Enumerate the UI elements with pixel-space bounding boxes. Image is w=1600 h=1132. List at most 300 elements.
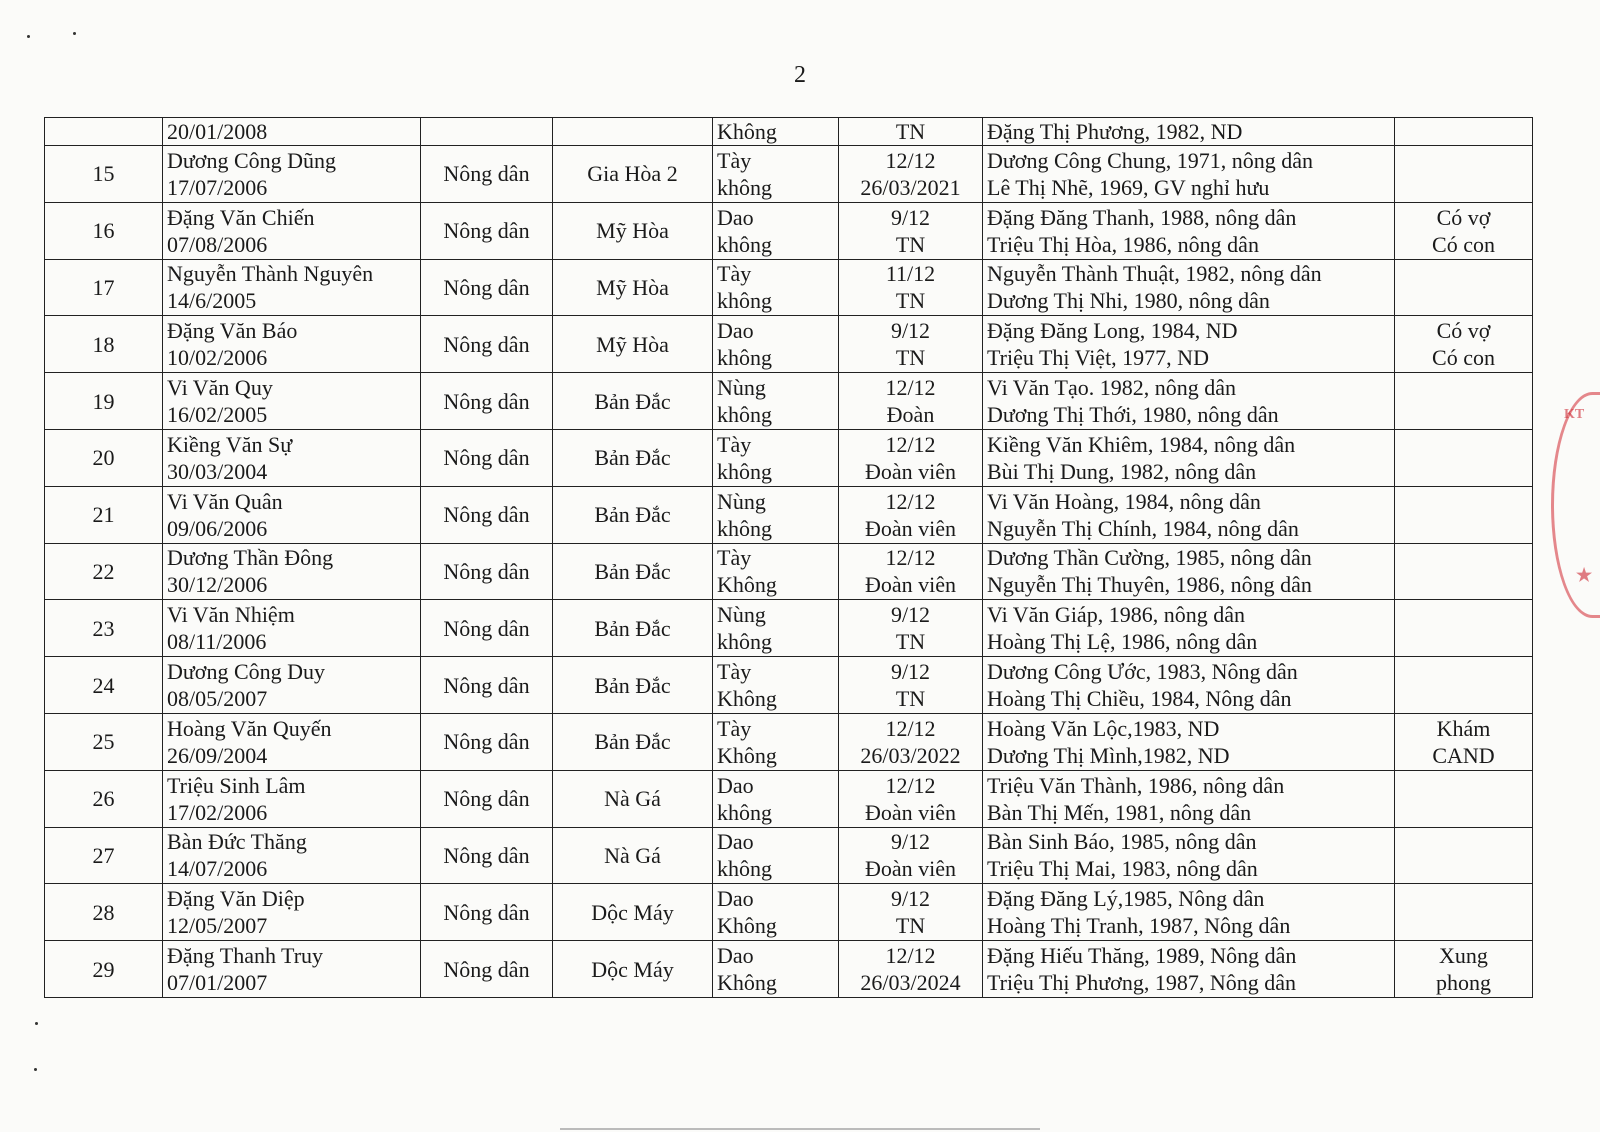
ethnicity-religion-cell	[713, 259, 839, 316]
cell-union: 26/03/2022	[860, 742, 961, 768]
cell-ethnicity: Tày	[717, 147, 752, 173]
table-row	[45, 202, 1533, 259]
village-cell	[553, 827, 713, 884]
row-number-cell	[45, 202, 163, 259]
cell-union: 26/03/2021	[860, 174, 961, 200]
table-row	[45, 657, 1533, 714]
cell-village: Dộc Máy	[591, 899, 674, 925]
occupation-cell	[421, 543, 553, 600]
table-row	[45, 316, 1533, 373]
village-cell	[553, 373, 713, 430]
parents-cell	[983, 941, 1395, 998]
education-union-cell	[839, 827, 983, 884]
cell-dob: 20/01/2008	[167, 118, 268, 144]
cell-dob: 30/12/2006	[167, 572, 268, 598]
cell-ethnicity: Tày	[717, 431, 752, 457]
education-union-cell	[839, 316, 983, 373]
occupation-cell	[421, 118, 553, 146]
cell-union: 26/03/2024	[860, 970, 961, 996]
cell-edu: 9/12	[890, 659, 931, 685]
occupation-cell	[421, 827, 553, 884]
cell-name: Vi Văn Nhiệm	[167, 602, 295, 628]
cell-edu: 9/12	[890, 318, 931, 344]
cell-religion: Không	[717, 970, 777, 996]
cell-edu: 12/12	[885, 488, 936, 514]
cell-job: Nông dân	[443, 161, 530, 187]
name-dob-cell	[163, 486, 421, 543]
cell-no: 28	[92, 899, 115, 925]
cell-name: Triệu Sinh Lâm	[167, 772, 306, 798]
row-number-cell	[45, 827, 163, 884]
note-cell	[1395, 429, 1533, 486]
cell-mother: Triệu Thị Mai, 1983, nông dân	[987, 856, 1258, 882]
name-dob-cell	[163, 770, 421, 827]
name-dob-cell	[163, 259, 421, 316]
cell-mother: Lê Thị Nhẽ, 1969, GV nghỉ hưu	[987, 174, 1270, 200]
cell-note1: Có vợ	[1436, 318, 1491, 344]
parents-cell	[983, 316, 1395, 373]
cell-name: Hoàng Văn Quyến	[167, 715, 332, 741]
cell-ethnicity: Dao	[717, 772, 754, 798]
row-number-cell	[45, 941, 163, 998]
cell-mother: Nguyễn Thị Chính, 1984, nông dân	[987, 515, 1299, 541]
ethnicity-religion-cell	[713, 713, 839, 770]
occupation-cell	[421, 713, 553, 770]
cell-job: Nông dân	[443, 786, 530, 812]
ethnicity-religion-cell	[713, 316, 839, 373]
cell-union: Đoàn viên	[864, 856, 957, 882]
name-dob-cell	[163, 941, 421, 998]
cell-edu: 12/12	[885, 147, 936, 173]
cell-mother: Dương Thị Mình,1982, ND	[987, 742, 1230, 768]
note-cell	[1395, 713, 1533, 770]
parents-cell	[983, 884, 1395, 941]
cell-ethnicity: Nùng	[717, 488, 766, 514]
cell-village: Nà Gá	[604, 842, 661, 868]
cell-job: Nông dân	[443, 331, 530, 357]
name-dob-cell	[163, 600, 421, 657]
cell-village: Nà Gá	[604, 786, 661, 812]
cell-edu: 9/12	[890, 602, 931, 628]
cell-job: Nông dân	[443, 445, 530, 471]
cell-name: Kiềng Văn Sự	[167, 431, 293, 457]
row-number-cell	[45, 713, 163, 770]
cell-religion: không	[717, 174, 772, 200]
education-union-cell	[839, 600, 983, 657]
cell-note2: Có con	[1432, 231, 1495, 257]
note-cell	[1395, 316, 1533, 373]
education-union-cell	[839, 770, 983, 827]
cell-name: Dương Công Duy	[167, 659, 326, 685]
cell-no: 19	[92, 388, 115, 414]
cell-village: Bản Đắc	[594, 558, 671, 584]
cell-father: Nguyễn Thành Thuật, 1982, nông dân	[987, 261, 1322, 287]
name-dob-cell	[163, 118, 421, 146]
ethnicity-religion-cell	[713, 373, 839, 430]
row-number-cell	[45, 543, 163, 600]
education-union-cell	[839, 543, 983, 600]
cell-mother: Dương Thị Nhi, 1980, nông dân	[987, 288, 1270, 314]
education-union-cell	[839, 486, 983, 543]
ethnicity-religion-cell	[713, 486, 839, 543]
cell-ethnicity: Tày	[717, 659, 752, 685]
table-row	[45, 543, 1533, 600]
cell-religion: Không	[717, 572, 777, 598]
cell-religion: không	[717, 231, 772, 257]
scan-speck	[35, 1022, 38, 1025]
cell-ethnicity: Tày	[717, 545, 752, 571]
cell-no: 26	[92, 786, 115, 812]
cell-mother: Hoàng Thị Lệ, 1986, nông dân	[987, 629, 1258, 655]
cell-union: Đoàn	[886, 402, 935, 428]
parents-cell	[983, 770, 1395, 827]
cell-job: Nông dân	[443, 558, 530, 584]
table-row	[45, 600, 1533, 657]
name-dob-cell	[163, 657, 421, 714]
table-row	[45, 373, 1533, 430]
table-row	[45, 713, 1533, 770]
cell-name: Dương Thần Đông	[167, 545, 334, 571]
village-cell	[553, 146, 713, 203]
parents-cell	[983, 713, 1395, 770]
cell-village: Bản Đắc	[594, 615, 671, 641]
cell-mother: Triệu Thị Phương, 1987, Nông dân	[987, 970, 1296, 996]
scan-speck	[27, 35, 30, 38]
cell-no: 16	[92, 218, 115, 244]
cell-religion: không	[717, 856, 772, 882]
table-row	[45, 486, 1533, 543]
education-union-cell	[839, 202, 983, 259]
cell-dob: 17/02/2006	[167, 799, 268, 825]
note-cell	[1395, 941, 1533, 998]
village-cell	[553, 600, 713, 657]
cell-village: Mỹ Hòa	[596, 331, 669, 357]
cell-ethnicity: Nùng	[717, 375, 766, 401]
cell-village: Bản Đắc	[594, 445, 671, 471]
occupation-cell	[421, 316, 553, 373]
cell-religion: không	[717, 515, 772, 541]
cell-job: Nông dân	[443, 672, 530, 698]
ethnicity-religion-cell	[713, 770, 839, 827]
cell-mother: Hoàng Thị Tranh, 1987, Nông dân	[987, 913, 1291, 939]
cell-ethnicity: Tày	[717, 261, 752, 287]
cell-no: 20	[92, 445, 115, 471]
note-cell	[1395, 486, 1533, 543]
cell-village: Bản Đắc	[594, 729, 671, 755]
ethnicity-religion-cell	[713, 429, 839, 486]
cell-job: Nông dân	[443, 899, 530, 925]
note-cell	[1395, 543, 1533, 600]
cell-dob: 30/03/2004	[167, 458, 268, 484]
education-union-cell	[839, 259, 983, 316]
cell-dob: 16/02/2005	[167, 402, 268, 428]
cell-job: Nông dân	[443, 218, 530, 244]
ethnicity-religion-cell	[713, 827, 839, 884]
cell-dob: 07/01/2007	[167, 970, 268, 996]
cell-dob: 10/02/2006	[167, 345, 268, 371]
cell-father: Vi Văn Giáp, 1986, nông dân	[987, 602, 1245, 628]
village-cell	[553, 543, 713, 600]
cell-mother: Bàn Thị Mến, 1981, nông dân	[987, 799, 1252, 825]
cell-note1: Khám	[1436, 715, 1491, 741]
occupation-cell	[421, 202, 553, 259]
cell-mother: Triệu Thị Việt, 1977, ND	[987, 345, 1209, 371]
cell-note2: CAND	[1432, 742, 1495, 768]
note-cell	[1395, 770, 1533, 827]
cell-religion: không	[717, 629, 772, 655]
cell-name: Đặng Thanh Truy	[167, 943, 324, 969]
row-number-cell	[45, 770, 163, 827]
table-row	[45, 146, 1533, 203]
village-cell	[553, 713, 713, 770]
cell-no: 23	[92, 615, 115, 641]
occupation-cell	[421, 146, 553, 203]
ethnicity-religion-cell	[713, 202, 839, 259]
ethnicity-religion-cell	[713, 600, 839, 657]
parents-cell	[983, 600, 1395, 657]
village-cell	[553, 429, 713, 486]
village-cell	[553, 259, 713, 316]
cell-job: Nông dân	[443, 729, 530, 755]
village-cell	[553, 202, 713, 259]
education-union-cell	[839, 118, 983, 146]
cell-name: Bàn Đức Thăng	[167, 829, 307, 855]
cell-job: Nông dân	[443, 842, 530, 868]
cell-union: TN	[895, 686, 926, 712]
education-union-cell	[839, 657, 983, 714]
cell-dob: 09/06/2006	[167, 515, 268, 541]
cell-union: Đoàn viên	[864, 458, 957, 484]
row-number-cell	[45, 316, 163, 373]
cell-dob: 17/07/2006	[167, 174, 268, 200]
red-seal-stamp	[1551, 392, 1600, 618]
cell-job: Nông dân	[443, 388, 530, 414]
cell-mother: Hoàng Thị Chiều, 1984, Nông dân	[987, 686, 1292, 712]
name-dob-cell	[163, 543, 421, 600]
name-dob-cell	[163, 827, 421, 884]
cell-father: Dương Công Chung, 1971, nông dân	[987, 147, 1314, 173]
roster-table	[44, 117, 1533, 998]
cell-religion: Không	[717, 913, 777, 939]
row-number-cell	[45, 373, 163, 430]
cell-dob: 14/07/2006	[167, 856, 268, 882]
cell-no: 21	[92, 502, 115, 528]
cell-village: Dộc Máy	[591, 956, 674, 982]
cell-no: 17	[92, 274, 115, 300]
table-row	[45, 827, 1533, 884]
cell-edu: 12/12	[885, 943, 936, 969]
cell-religion: không	[717, 402, 772, 428]
occupation-cell	[421, 429, 553, 486]
cell-name: Vi Văn Quy	[167, 375, 273, 401]
cell-note1: Có vợ	[1436, 204, 1491, 230]
education-union-cell	[839, 429, 983, 486]
education-union-cell	[839, 713, 983, 770]
cell-village: Gia Hòa 2	[587, 161, 678, 187]
parents-cell	[983, 259, 1395, 316]
cell-father: Dương Thần Cường, 1985, nông dân	[987, 545, 1312, 571]
cell-mother: Dương Thị Thới, 1980, nông dân	[987, 402, 1279, 428]
village-cell	[553, 884, 713, 941]
cell-father: Dương Công Ước, 1983, Nông dân	[987, 659, 1298, 685]
cell-name: Nguyễn Thành Nguyên	[167, 261, 374, 287]
parents-cell	[983, 827, 1395, 884]
cell-village: Bản Đắc	[594, 502, 671, 528]
cell-village: Bản Đắc	[594, 672, 671, 698]
row-number-cell	[45, 429, 163, 486]
name-dob-cell	[163, 373, 421, 430]
cell-no: 15	[92, 161, 115, 187]
cell-father: Đặng Đăng Long, 1984, ND	[987, 318, 1238, 344]
parents-cell	[983, 657, 1395, 714]
cell-father: Triệu Văn Thành, 1986, nông dân	[987, 772, 1285, 798]
cell-religion: Không	[717, 742, 777, 768]
stamp-text: KT	[1564, 407, 1585, 422]
cell-father: Hoàng Văn Lộc,1983, ND	[987, 715, 1220, 741]
parents-cell	[983, 543, 1395, 600]
education-union-cell	[839, 146, 983, 203]
name-dob-cell	[163, 884, 421, 941]
cell-edu: 12/12	[885, 375, 936, 401]
name-dob-cell	[163, 202, 421, 259]
cell-edu: 11/12	[885, 261, 936, 287]
table-row	[45, 259, 1533, 316]
note-cell	[1395, 884, 1533, 941]
scan-speck	[73, 32, 76, 35]
name-dob-cell	[163, 429, 421, 486]
cell-edu: 9/12	[890, 829, 931, 855]
parents-cell	[983, 486, 1395, 543]
cell-village: Mỹ Hòa	[596, 274, 669, 300]
cell-dob: 08/11/2006	[167, 629, 267, 655]
cell-father: Vi Văn Hoàng, 1984, nông dân	[987, 488, 1261, 514]
row-number-cell	[45, 884, 163, 941]
cell-note1: Xung	[1439, 943, 1488, 969]
cell-union: Đoàn viên	[864, 572, 957, 598]
cell-edu: 12/12	[885, 431, 936, 457]
cell-edu: 9/12	[890, 886, 931, 912]
note-cell	[1395, 600, 1533, 657]
row-number-cell	[45, 600, 163, 657]
cell-father: Vi Văn Tạo. 1982, nông dân	[987, 375, 1237, 401]
ethnicity-religion-cell	[713, 146, 839, 203]
cell-dob: 12/05/2007	[167, 913, 268, 939]
cell-note2: Có con	[1432, 345, 1495, 371]
row-number-cell	[45, 259, 163, 316]
cell-ethnicity: Dao	[717, 318, 754, 344]
cell-religion: không	[717, 458, 772, 484]
cell-ethnicity: Tày	[717, 715, 752, 741]
stamp-star-icon: ★	[1576, 565, 1593, 585]
cell-edu: 12/12	[885, 715, 936, 741]
name-dob-cell	[163, 146, 421, 203]
cell-note2: phong	[1436, 970, 1491, 996]
cell-village: Mỹ Hòa	[596, 218, 669, 244]
cell-dob: 07/08/2006	[167, 231, 268, 257]
village-cell	[553, 316, 713, 373]
village-cell	[553, 486, 713, 543]
cell-no: 18	[92, 331, 115, 357]
parents-cell	[983, 202, 1395, 259]
table-row	[45, 941, 1533, 998]
cell-no: 24	[92, 672, 115, 698]
cell-union: Đoàn viên	[864, 515, 957, 541]
cell-edu: 12/12	[885, 545, 936, 571]
cell-name: Đặng Văn Diệp	[167, 886, 305, 912]
cell-union: TN	[895, 118, 926, 144]
cell-job: Nông dân	[443, 274, 530, 300]
note-cell	[1395, 827, 1533, 884]
cell-name: Dương Công Dũng	[167, 147, 337, 173]
cell-father: Đặng Đăng Thanh, 1988, nông dân	[987, 204, 1297, 230]
education-union-cell	[839, 941, 983, 998]
table-row	[45, 884, 1533, 941]
note-cell	[1395, 259, 1533, 316]
ethnicity-religion-cell	[713, 543, 839, 600]
parents-cell	[983, 146, 1395, 203]
row-number-cell	[45, 146, 163, 203]
cell-father: Bàn Sinh Báo, 1985, nông dân	[987, 829, 1257, 855]
table-row	[45, 118, 1533, 146]
cell-dob: 14/6/2005	[167, 288, 257, 314]
note-cell	[1395, 202, 1533, 259]
cell-ethnicity: Dao	[717, 204, 754, 230]
roster-body	[45, 118, 1533, 998]
cell-name: Đặng Văn Báo	[167, 318, 298, 344]
occupation-cell	[421, 373, 553, 430]
occupation-cell	[421, 884, 553, 941]
note-cell	[1395, 146, 1533, 203]
name-dob-cell	[163, 316, 421, 373]
cell-job: Nông dân	[443, 615, 530, 641]
cell-ethnicity: Nùng	[717, 602, 766, 628]
cell-job: Nông dân	[443, 956, 530, 982]
occupation-cell	[421, 657, 553, 714]
occupation-cell	[421, 770, 553, 827]
education-union-cell	[839, 373, 983, 430]
cell-edu: 12/12	[885, 772, 936, 798]
note-cell	[1395, 118, 1533, 146]
village-cell	[553, 770, 713, 827]
cell-ethnicity: Dao	[717, 886, 754, 912]
row-number-cell	[45, 657, 163, 714]
cell-mother: Nguyễn Thị Thuyên, 1986, nông dân	[987, 572, 1312, 598]
cell-union: TN	[895, 629, 926, 655]
cell-no: 29	[92, 956, 115, 982]
cell-father: Kiềng Văn Khiêm, 1984, nông dân	[987, 431, 1296, 457]
cell-father: Đặng Đăng Lý,1985, Nông dân	[987, 886, 1265, 912]
ethnicity-religion-cell	[713, 118, 839, 146]
cell-father: Đặng Hiếu Thăng, 1989, Nông dân	[987, 943, 1297, 969]
cell-no: 22	[92, 558, 115, 584]
cell-mother: Đặng Thị Phương, 1982, ND	[987, 118, 1243, 144]
scan-edge-line	[560, 1128, 1040, 1130]
cell-mother: Bùi Thị Dung, 1982, nông dân	[987, 458, 1257, 484]
ethnicity-religion-cell	[713, 941, 839, 998]
note-cell	[1395, 373, 1533, 430]
village-cell	[553, 941, 713, 998]
row-number-cell	[45, 118, 163, 146]
education-union-cell	[839, 884, 983, 941]
cell-edu: 9/12	[890, 204, 931, 230]
table-row	[45, 770, 1533, 827]
occupation-cell	[421, 259, 553, 316]
occupation-cell	[421, 941, 553, 998]
occupation-cell	[421, 600, 553, 657]
note-cell	[1395, 657, 1533, 714]
cell-union: TN	[895, 288, 926, 314]
cell-religion: không	[717, 799, 772, 825]
